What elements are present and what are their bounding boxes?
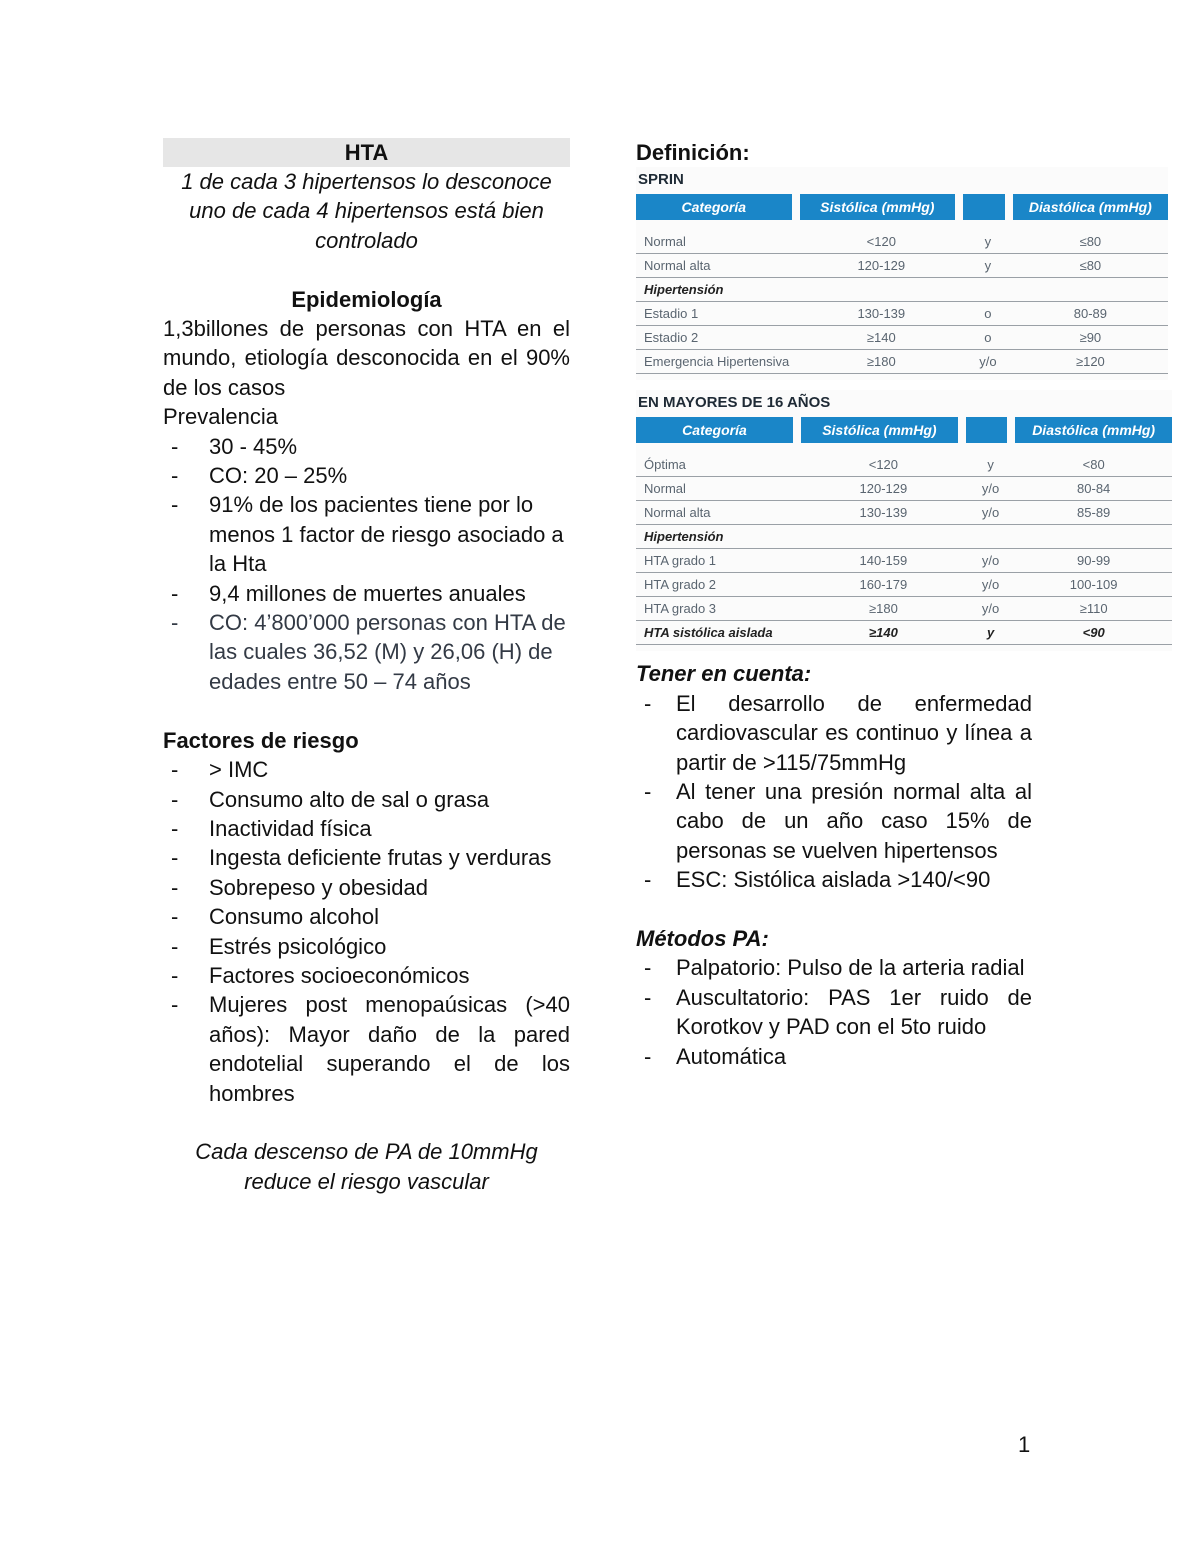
table-cell: Normal — [636, 220, 800, 254]
mayores-table — [636, 417, 1172, 645]
table-cell — [801, 525, 966, 549]
table-cell: Estadio 1 — [636, 302, 800, 326]
sprin-table-figure — [636, 167, 1168, 380]
list-item: - Automática — [644, 1043, 787, 1069]
intro-line: 1 de cada 3 hipertensos lo desconoce — [181, 169, 552, 194]
header-diastolica: Diastólica (mmHg) — [1015, 417, 1172, 443]
table-cell: ≥110 — [1015, 597, 1172, 621]
table-cell: y — [966, 443, 1015, 477]
list-item: - Factores socioeconómicos — [171, 962, 470, 988]
table-row — [636, 621, 1172, 645]
header-sistolica: Sistólica (mmHg) — [801, 417, 966, 443]
mayores-body — [636, 443, 1172, 645]
list-item: - Consumo alto de sal o grasa — [171, 786, 490, 812]
table-cell: HTA grado 2 — [636, 573, 801, 597]
table-row — [636, 278, 1168, 302]
table-cell: HTA grado 3 — [636, 597, 801, 621]
list-item: - 9,4 millones de muertes anuales — [171, 580, 526, 606]
list-item: - Mujeres post menopaúsicas (>40 años): Mayor daño de la pared endotelial superando el de los hombres — [171, 992, 570, 1106]
table-row — [636, 573, 1172, 597]
table-cell: o — [963, 326, 1013, 350]
table-cell: y — [963, 254, 1013, 278]
table-cell: o — [963, 302, 1013, 326]
list-item: - Sobrepeso y obesidad — [171, 874, 428, 900]
table-cell — [1015, 525, 1172, 549]
table-row — [636, 254, 1168, 278]
table-cell: ≥120 — [1013, 350, 1168, 374]
sprin-title: SPRIN — [638, 171, 684, 189]
list-item: - CO: 20 – 25% — [171, 463, 348, 489]
table-cell: Normal alta — [636, 254, 800, 278]
page-number: 1 — [1018, 1432, 1031, 1457]
list-item: - Consumo alcohol — [171, 904, 379, 930]
table-row — [636, 302, 1168, 326]
mayores-table-figure — [636, 390, 1172, 651]
table-cell — [800, 278, 964, 302]
list-item: - 30 - 45% — [171, 433, 298, 459]
table-cell: <80 — [1015, 443, 1172, 477]
table-cell: 120-129 — [800, 254, 964, 278]
table-cell: 130-139 — [800, 302, 964, 326]
table-cell: ≤80 — [1013, 254, 1168, 278]
prevalence-label: Prevalencia — [163, 404, 278, 430]
intro-line: uno de cada 4 hipertensos está bien — [189, 198, 544, 224]
table-cell: <90 — [1015, 621, 1172, 645]
table-cell: <120 — [801, 443, 966, 477]
tener-list — [636, 689, 1032, 895]
metodos-heading: Métodos PA: — [636, 926, 769, 952]
definition-heading: Definición: — [636, 140, 750, 165]
table-cell: 80-89 — [1013, 302, 1168, 326]
list-item: - Estrés psicológico — [171, 933, 387, 959]
table-cell: HTA sistólica aislada — [636, 621, 801, 645]
table-cell: 85-89 — [1015, 501, 1172, 525]
table-cell: HTA grado 1 — [636, 549, 801, 573]
prevalence-list — [163, 432, 570, 697]
mayores-title: EN MAYORES DE 16 AÑOS — [638, 394, 831, 412]
table-cell: Hipertensión — [636, 278, 800, 302]
sprin-body — [636, 220, 1168, 374]
header-connector — [966, 417, 1015, 443]
list-item: - Auscultatorio: PAS 1er ruido de Korotkov y PAD con el 5to ruido — [644, 984, 1032, 1040]
list-item: - Inactividad física — [171, 815, 372, 841]
list-item: - Palpatorio: Pulso de la arteria radial — [644, 955, 1025, 981]
table-cell: <120 — [800, 220, 964, 254]
header-sistolica: Sistólica (mmHg) — [800, 194, 964, 220]
table-cell — [966, 525, 1015, 549]
table-cell: y — [963, 220, 1013, 254]
table-cell: Normal — [636, 477, 801, 501]
doc-title: HTA — [163, 138, 570, 167]
table-cell: Emergencia Hipertensiva — [636, 350, 800, 374]
table-header-row — [636, 417, 1172, 443]
table-row — [636, 326, 1168, 350]
table-cell: 130-139 — [801, 501, 966, 525]
list-item: - CO: 4’800’000 personas con HTA de las cuales 36,52 (M) y 26,06 (H) de edades entre 50 – 74 años — [171, 610, 566, 694]
table-cell: Hipertensión — [636, 525, 801, 549]
closing-note: reduce el riesgo vascular — [244, 1168, 489, 1194]
metodos-list — [636, 953, 1032, 1071]
table-row — [636, 477, 1172, 501]
table-cell — [1013, 278, 1168, 302]
sprin-table — [636, 194, 1168, 374]
closing-note: Cada descenso de PA de 10mmHg — [195, 1139, 538, 1165]
header-diastolica: Diastólica (mmHg) — [1013, 194, 1168, 220]
table-header-row — [636, 194, 1168, 220]
list-item: - > IMC — [171, 757, 269, 783]
risk-factors-heading: Factores de riesgo — [163, 727, 359, 753]
left-column — [163, 138, 570, 1196]
table-cell: y — [966, 621, 1015, 645]
table-cell: ≥140 — [801, 621, 966, 645]
table-cell — [963, 278, 1013, 302]
table-cell: Estadio 2 — [636, 326, 800, 350]
table-row — [636, 549, 1172, 573]
intro-line: controlado — [315, 227, 418, 253]
table-cell: ≤80 — [1013, 220, 1168, 254]
table-cell: Óptima — [636, 443, 801, 477]
table-row — [636, 525, 1172, 549]
table-cell: y/o — [966, 597, 1015, 621]
header-categoria: Categoría — [636, 417, 801, 443]
table-cell: y/o — [966, 501, 1015, 525]
list-item: - 91% de los pacientes tiene por lo menos 1 factor de riesgo asociado a la Hta — [171, 492, 564, 577]
table-row — [636, 350, 1168, 374]
notes-block — [636, 659, 1032, 1071]
table-cell: y/o — [966, 573, 1015, 597]
table-cell: y/o — [966, 477, 1015, 501]
table-row — [636, 220, 1168, 254]
table-row — [636, 501, 1172, 525]
list-item: - ESC: Sistólica aislada >140/<90 — [644, 867, 991, 893]
epidemiology-heading: Epidemiología — [291, 286, 442, 312]
table-cell: ≥140 — [800, 326, 964, 350]
table-row — [636, 597, 1172, 621]
list-item: - Al tener una presión normal alta al cabo de un año caso 15% de personas se vuelven hipertensos — [644, 779, 1032, 863]
right-column — [636, 138, 1172, 1071]
table-cell: ≥180 — [800, 350, 964, 374]
table-cell: y/o — [963, 350, 1013, 374]
list-item: - Ingesta deficiente frutas y verduras — [171, 845, 552, 871]
table-cell: 140-159 — [801, 549, 966, 573]
table-cell: 100-109 — [1015, 573, 1172, 597]
list-item: - El desarrollo de enfermedad cardiovascular es continuo y línea a partir de >115/75mmHg — [644, 690, 1032, 775]
table-cell: ≥180 — [801, 597, 966, 621]
table-cell: 120-129 — [801, 477, 966, 501]
table-cell: ≥90 — [1013, 326, 1168, 350]
header-connector — [963, 194, 1013, 220]
table-cell: Normal alta — [636, 501, 801, 525]
table-cell: 80-84 — [1015, 477, 1172, 501]
table-cell: 160-179 — [801, 573, 966, 597]
table-cell: y/o — [966, 549, 1015, 573]
table-row — [636, 443, 1172, 477]
header-categoria: Categoría — [636, 194, 800, 220]
tener-heading: Tener en cuenta: — [636, 661, 812, 687]
table-cell: 90-99 — [1015, 549, 1172, 573]
risk-factors-list — [163, 755, 570, 1108]
epidemiology-text: 1,3billones de personas con HTA en el mundo, etiología desconocida en el 90% de los casos — [163, 316, 570, 400]
